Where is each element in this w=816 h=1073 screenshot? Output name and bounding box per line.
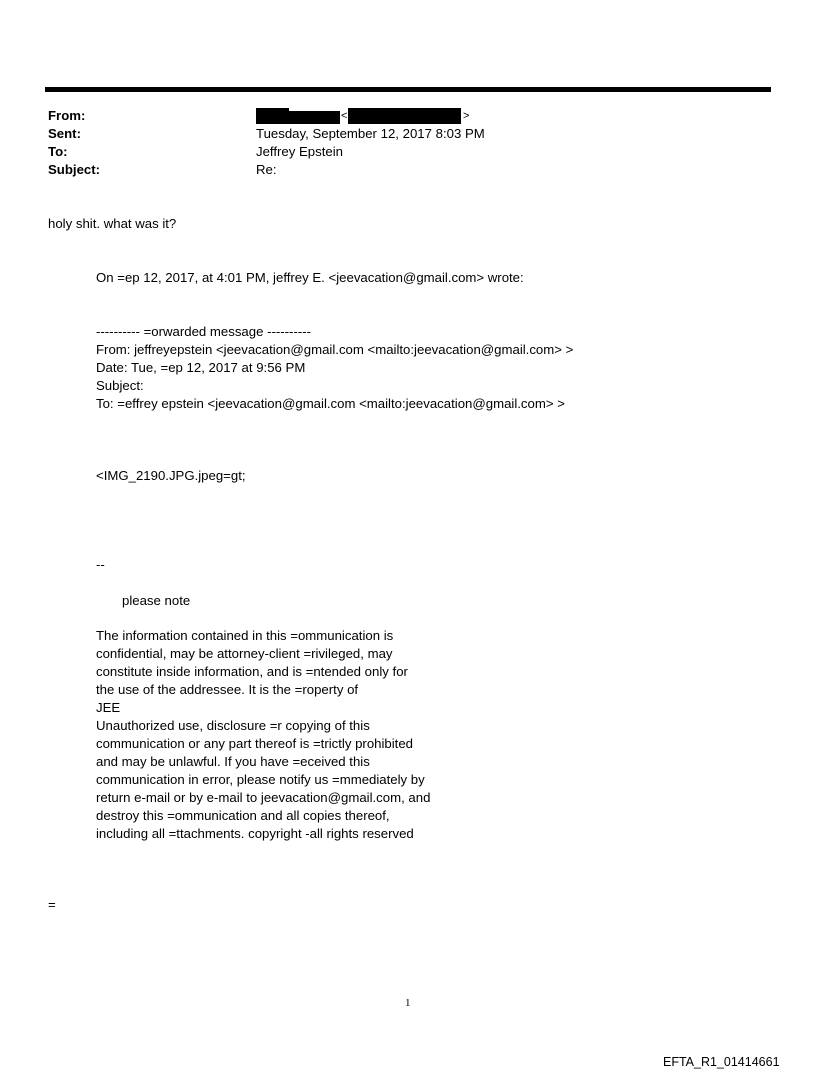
from-label: From: (48, 108, 86, 123)
page-number: 1 (405, 997, 411, 1009)
redaction-block (348, 108, 461, 124)
forward-line: From: jeffreyepstein <jeevacation@gmail.com <mailto:jeevacation@gmail.com> > (96, 342, 574, 357)
trailing-equals: = (48, 897, 56, 912)
disclaimer-line: The information contained in this =ommunication is (96, 628, 394, 643)
redaction-block (256, 108, 289, 124)
disclaimer-line: including all =ttachments. copyright -all rights reserved (96, 826, 414, 841)
disclaimer-line: destroy this =ommunication and all copies thereof, (96, 808, 390, 823)
reply-line: holy shit. what was it? (48, 216, 177, 231)
disclaimer-line: return e-mail or by e-mail to jeevacation@gmail.com, and (96, 790, 431, 805)
please-note: please note (122, 593, 191, 608)
disclaimer-line: and may be unlawful. If you have =eceived this (96, 754, 370, 769)
disclaimer-line: communication in error, please notify us =mmediately by (96, 772, 425, 787)
forward-line: Subject: (96, 378, 144, 393)
sent-value: Tuesday, September 12, 2017 8:03 PM (256, 126, 485, 141)
sent-label: Sent: (48, 126, 81, 141)
quote-intro: On =ep 12, 2017, at 4:01 PM, jeffrey E. <jeevacation@gmail.com> wrote: (96, 270, 524, 285)
to-value: Jeffrey Epstein (256, 144, 343, 159)
forwarded-header (96, 323, 573, 413)
attachment-reference: <IMG_2190.JPG.jpeg=gt; (96, 468, 246, 483)
subject-label: Subject: (48, 162, 101, 177)
forward-line: Date: Tue, =ep 12, 2017 at 9:56 PM (96, 360, 306, 375)
header-rule (45, 87, 771, 92)
disclaimer-line: constitute inside information, and is =ntended only for (96, 664, 408, 679)
forward-line: ---------- =orwarded message ---------- (96, 324, 312, 339)
signature-separator: -- (96, 557, 105, 572)
document-id: EFTA_R1_01414661 (663, 1055, 780, 1069)
disclaimer-line: JEE (96, 700, 121, 715)
disclaimer-line: confidential, may be attorney-client =rivileged, may (96, 646, 393, 661)
from-gt: > (463, 110, 470, 122)
forward-line: To: =effrey epstein <jeevacation@gmail.com <mailto:jeevacation@gmail.com> > (96, 396, 565, 411)
disclaimer (96, 627, 430, 843)
subject-value: Re: (256, 162, 277, 177)
disclaimer-line: Unauthorized use, disclosure =r copying of this (96, 718, 370, 733)
disclaimer-line: the use of the addressee. It is the =roperty of (96, 682, 359, 697)
redaction-block (289, 111, 340, 124)
from-lt: < (341, 110, 348, 122)
disclaimer-line: communication or any part thereof is =trictly prohibited (96, 736, 414, 751)
to-label: To: (48, 144, 68, 159)
